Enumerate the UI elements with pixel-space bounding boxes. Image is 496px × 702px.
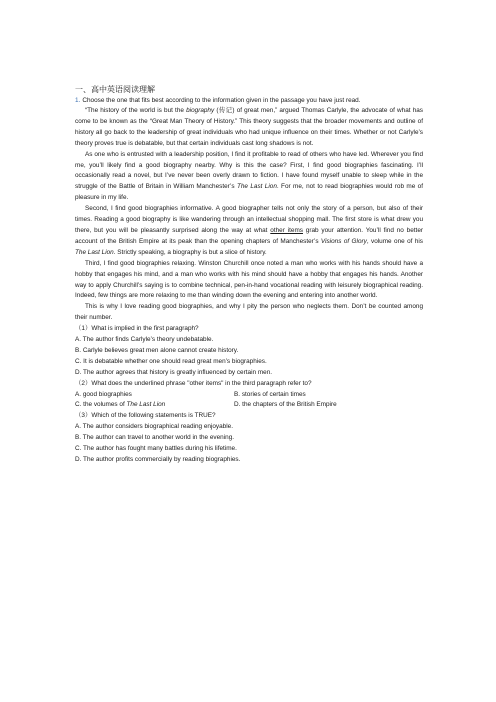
p3-book-title-visions: Visions of Glory (320, 237, 367, 245)
p3-book-title-last-lion: The Last Lion (75, 248, 114, 256)
sub-question-2-stem: （2）What does the underlined phrase "other items" in the third paragraph refer to? (75, 379, 312, 387)
sub-question-1-option-d: D. The author agrees that history is greatly influenced by certain men. (75, 368, 273, 376)
p3-text-c: grab your attention. You’ll find no better account of the British Empire at its peak than the opening chapters of Manchester’s (75, 226, 423, 245)
passage-paragraph-5: This is why I love reading good biographies, and why I pity the person who neglects them. Don’t be counted among their number. (75, 303, 423, 322)
sub-question-2-option-a: A. good biographies (75, 390, 132, 398)
p2-text-c: . For me, not to read biographies would rob me of pleasure in my life. (75, 183, 423, 202)
question-instruction-text: Choose the one that fits best according to the information given in the passage you have just read. (82, 97, 361, 104)
sub-question-2-option-b: B. stories of certain times (234, 390, 306, 398)
sub-question-3-option-b: B. The author can travel to another world in the evening. (75, 434, 235, 442)
passage-paragraph-2 (75, 150, 423, 205)
sub-question-1-stem: （1）What is implied in the first paragraph? (75, 325, 199, 333)
document-page (75, 84, 423, 466)
p1-text-a: “The history of the world is but the (85, 107, 187, 114)
question-instruction (75, 96, 423, 106)
sub-question-3-stem: （3）Which of the following statements is TRUE? (75, 412, 216, 420)
sub-question-2-options-row-1 (75, 390, 423, 401)
p3-text-e: , volume one of his (366, 237, 423, 245)
passage-paragraph-1 (75, 106, 423, 150)
sub-question-2-option-c (75, 400, 234, 411)
p2-text-a: As one who is entrusted with a leadership position, I find it profitable to read of others who have led. Wherever you find me, you’ll likely find a good biography nearby. Why is this the case? First, I find good biographies fascinating. I’ll occasionally read a novel, but I’ve never been overly drawn to fiction. I have found myself unable to sleep while in the struggle of the Battle of Britain in William Manchester’s (75, 150, 423, 191)
section-heading: 一、高中英语阅读理解 (75, 85, 155, 94)
sub-question-1-option-b: B. Carlyle believes great men alone cannot create history. (75, 346, 239, 354)
sub-question-3-option-d: D. The author profits commercially by reading biographies. (75, 456, 241, 463)
sub-question-3-option-c: C. The author has fought many battles during his lifetime. (75, 445, 237, 453)
sub-question-2-option-d: D. the chapters of the British Empire (234, 401, 337, 409)
option-c-prefix: C. the volumes of (75, 401, 127, 409)
p2-book-title: The Last Lion (236, 183, 277, 191)
sub-question-3-option-a: A. The author considers biographical reading enjoyable. (75, 423, 233, 431)
p3-underlined-phrase: other items (270, 226, 303, 234)
sub-question-1-option-c: C. It is debatable whether one should read great men’s biographies. (75, 357, 267, 365)
sub-question-1-option-a: A. The author finds Carlyle’s theory undebatable. (75, 336, 214, 344)
p1-text-c: (传记) of great men,” argued Thomas Carlyle, the advocate of what has come to be known as the “Great Man Theory of History.” This theory suggests that the broader movements and outline of history all go back to the leadership of great individuals who had unique influence on their times. Whether or not Carlyle’s theory proves true is debatable, but that certain individuals cast long shadows is not. (75, 107, 423, 147)
passage-paragraph-3 (75, 204, 423, 259)
p3-text-a: Second, I find good biographies informative. A good biographer tells not only the story of a person, but also of their times. Reading a good biography is like wandering through an intellectual shopping mall. The first store is what drew you there, but you will be pleasantly surprised along the way at what (75, 205, 423, 234)
p1-italic-biography: biography (186, 107, 215, 114)
passage-paragraph-4: Third, I find good biographies relaxing. Winston Churchill once noted a man who works with his hands should have a hobby that engages his mind, and a man who works with his mind should have a hobby that engages his hands. Another way to apply Churchill’s saying is to combine technical, pen-in-hand vocational reading with leisurely biographical reading. Indeed, few things are more relaxing to me than winding down the evening and entering into another world. (75, 259, 423, 300)
question-number: 1. (75, 97, 81, 104)
option-c-book-title: The Last Lion (126, 401, 166, 409)
sub-question-2-options-row-2 (75, 400, 423, 411)
p3-text-g: . Strictly speaking, a biography is but a slice of history. (113, 248, 267, 256)
